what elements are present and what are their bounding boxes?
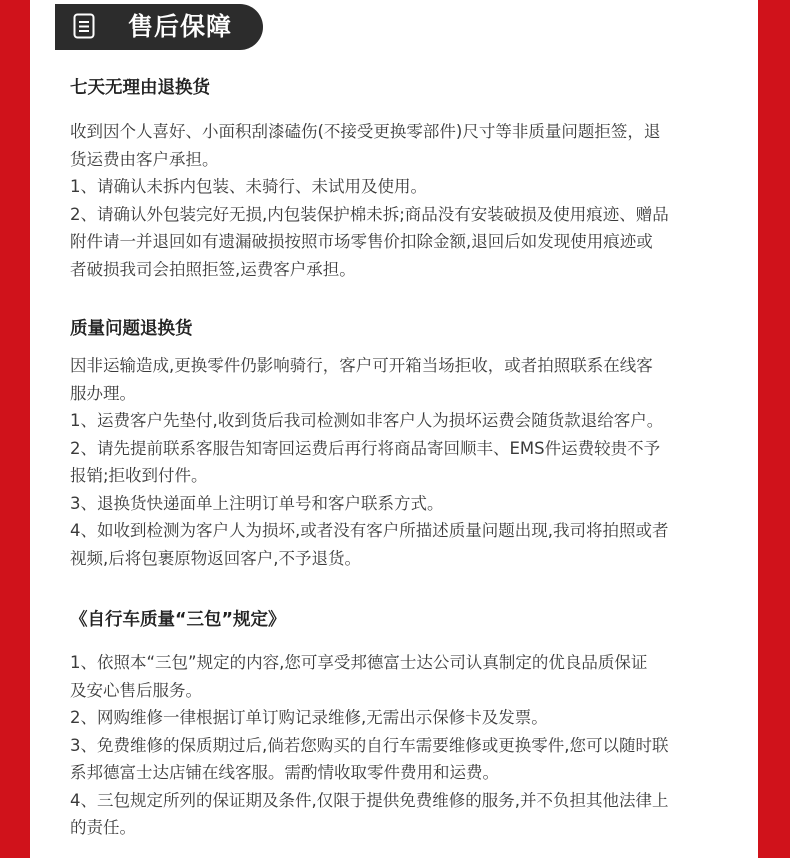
section-header-tab bbox=[55, 4, 263, 50]
right-red-border bbox=[758, 0, 790, 858]
page-title: 售后保障 bbox=[128, 12, 233, 41]
section-title-quality-return: 质量问题退换货 bbox=[70, 319, 193, 339]
document-list-icon bbox=[73, 13, 95, 39]
section-title-seven-day-return: 七天无理由退换货 bbox=[70, 78, 210, 98]
paragraph-line: 2、请确认外包装完好无损,内包装保护棉未拆;商品没有安装破损及使用痕迹、赠品 bbox=[70, 204, 669, 224]
paragraph-line: 的责任。 bbox=[70, 818, 136, 837]
paragraph-line: 服办理。 bbox=[70, 383, 136, 403]
section-body-seven-day-return bbox=[70, 118, 730, 283]
paragraph-line: 2、网购维修一律根据订单订购记录维修,无需出示保修卡及发票。 bbox=[70, 708, 548, 727]
paragraph-line: 4、三包规定所列的保证期及条件,仅限于提供免费维修的服务,并不负担其他法律上 bbox=[70, 790, 669, 810]
paragraph-line: 2、请先提前联系客服告知寄回运费后再行将商品寄回顺丰、EMS件运费较贵不予 bbox=[70, 438, 661, 458]
paragraph-line: 4、如收到检测为客户人为损坏,或者没有客户所描述质量问题出现,我司将拍照或者 bbox=[70, 521, 669, 540]
paragraph-line: 1、依照本“三包”规定的内容,您可享受邦德富士达公司认真制定的优良品质保证 bbox=[70, 653, 648, 672]
paragraph-line: 系邦德富士达店铺在线客服。需酌情收取零件费用和运费。 bbox=[70, 763, 499, 782]
section-body-three-guarantees bbox=[70, 649, 730, 842]
section-body-quality-return bbox=[70, 352, 730, 572]
paragraph-line: 货运费由客户承担。 bbox=[70, 149, 219, 169]
paragraph-line: 视频,后将包裹原物返回客户,不予退货。 bbox=[70, 548, 361, 568]
paragraph-line: 因非运输造成,更换零件仍影响骑行，客户可开箱当场拒收，或者拍照联系在线客 bbox=[70, 356, 653, 375]
paragraph-line: 附件请一并退回如有遗漏破损按照市场零售价扣除金额,退回后如发现使用痕迹或 bbox=[70, 232, 653, 251]
paragraph-line: 者破损我司会拍照拒签,运费客户承担。 bbox=[70, 259, 356, 279]
paragraph-line: 及安心售后服务。 bbox=[70, 680, 202, 700]
paragraph-line: 收到因个人喜好、小面积刮漆磕伤(不接受更换零部件)尺寸等非质量问题拒签，退 bbox=[70, 122, 661, 141]
paragraph-line: 3、退换货快递面单上注明订单号和客户联系方式。 bbox=[70, 493, 444, 513]
paragraph-line: 1、运费客户先垫付,收到货后我司检测如非客户人为损坏运费会随货款退给客户。 bbox=[70, 411, 664, 430]
paragraph-line: 1、请确认未拆内包装、未骑行、未试用及使用。 bbox=[70, 177, 427, 196]
section-title-three-guarantees: 《自行车质量“三包”规定》 bbox=[70, 610, 286, 630]
paragraph-line: 3、免费维修的保质期过后,倘若您购买的自行车需要维修或更换零件,您可以随时联 bbox=[70, 735, 669, 755]
left-red-border bbox=[0, 0, 30, 858]
paragraph-line: 报销;拒收到付件。 bbox=[70, 466, 208, 485]
